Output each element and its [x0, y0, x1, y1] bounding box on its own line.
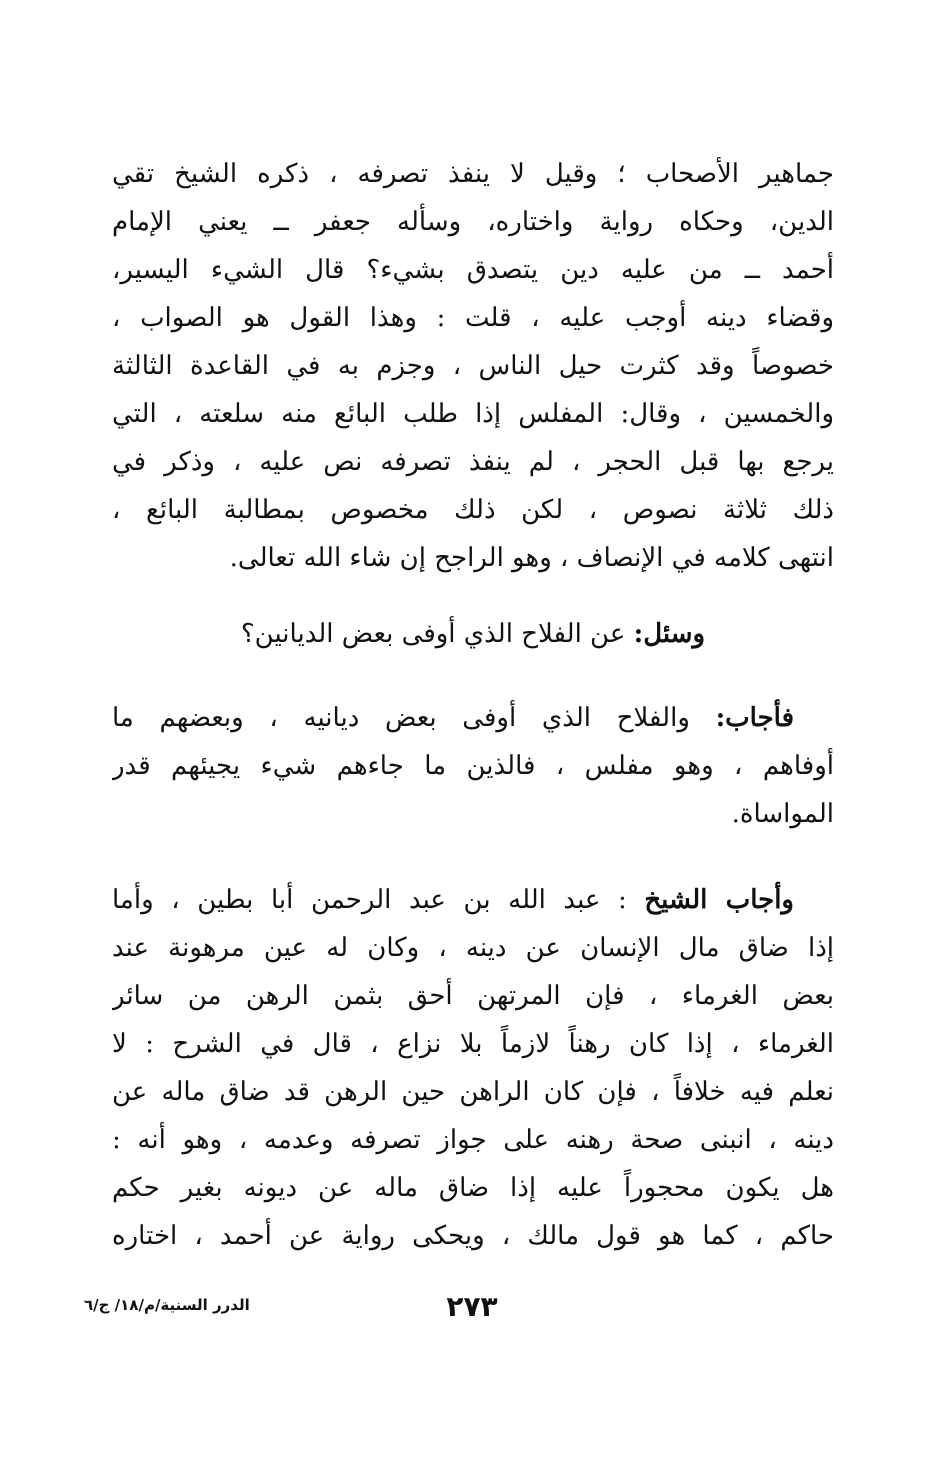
text-line: أحمد ــ من عليه دين يتصدق بشيء؟ قال الشيء اليسير، [112, 255, 834, 285]
book-reference: الدرر السنية/م/١٨/ ج/٦ [84, 1296, 250, 1314]
text-line: الغرماء ، إذا كان رهناً لازماً بلا نزاع ، قال في الشرح : لا [112, 1029, 834, 1059]
text-line: إذا ضاق مال الإنسان عن دينه ، وكان له عين مرهونة عند [112, 933, 834, 963]
text-line: بعض الغرماء ، فإن المرتهن أحق بثمن الرهن من سائر [112, 981, 834, 1011]
text-line: انتهى كلامه في الإنصاف ، وهو الراجح إن شاء الله تعالى. [229, 543, 834, 573]
answer-lead: فأجاب: [715, 703, 794, 733]
question-heading [112, 610, 834, 658]
sheikh-answer-first-line: : عبد الله بن عبد الرحمن أبا بطين ، وأما [112, 885, 645, 915]
text-line: جماهير الأصحاب ؛ وقيل لا ينفذ تصرفه ، ذكره الشيخ تقي [112, 159, 834, 189]
text-line: نعلم فيه خلافاً ، فإن كان الراهن حين الرهن قد ضاق ماله عن [112, 1077, 834, 1107]
text-line [112, 876, 834, 924]
text-line: خصوصاً وقد كثرت حيل الناس ، وجزم به في القاعدة الثالثة [112, 351, 834, 381]
text-line: حاكم ، كما هو قول مالك ، ويحكى رواية عن أحمد ، اختاره [112, 1221, 834, 1251]
text-line: هل يكون محجوراً عليه إذا ضاق ماله عن ديونه بغير حكم [112, 1173, 834, 1203]
sheikh-answer-lead: وأجاب الشيخ [644, 885, 794, 915]
answer-first-line: والفلاح الذي أوفى بعض ديانيه ، وبعضهم ما [112, 703, 716, 733]
answer-paragraph [112, 694, 834, 838]
page-number: ٢٧٣ [446, 1290, 498, 1323]
text-line: وقضاء دينه أوجب عليه ، قلت : وهذا القول هو الصواب ، [112, 303, 834, 333]
paragraph-continuation [112, 150, 834, 582]
text-line: يرجع بها قبل الحجر ، لم ينفذ تصرفه نص عليه ، وذكر في [112, 447, 834, 477]
text-line: الدين، وحكاه رواية واختاره، وسأله جعفر ــ يعني الإمام [112, 207, 834, 237]
text-line: المواساة. [731, 799, 834, 829]
text-line: ذلك ثلاثة نصوص ، لكن ذلك مخصوص بمطالبة البائع ، [112, 495, 834, 525]
question-text: عن الفلاح الذي أوفى بعض الديانين؟ [240, 619, 634, 649]
text-line: والخمسين ، وقال: المفلس إذا طلب البائع منه سلعته ، التي [112, 399, 834, 429]
sheikh-answer-paragraph [112, 876, 834, 1260]
question-lead: وسئل: [633, 619, 706, 649]
text-line: أوفاهم ، وهو مفلس ، فالذين ما جاءهم شيء يجيئهم قدر [112, 751, 834, 781]
text-line [112, 694, 834, 742]
text-line: دينه ، انبنى صحة رهنه على جواز تصرفه وعدمه ، وهو أنه : [112, 1125, 834, 1155]
